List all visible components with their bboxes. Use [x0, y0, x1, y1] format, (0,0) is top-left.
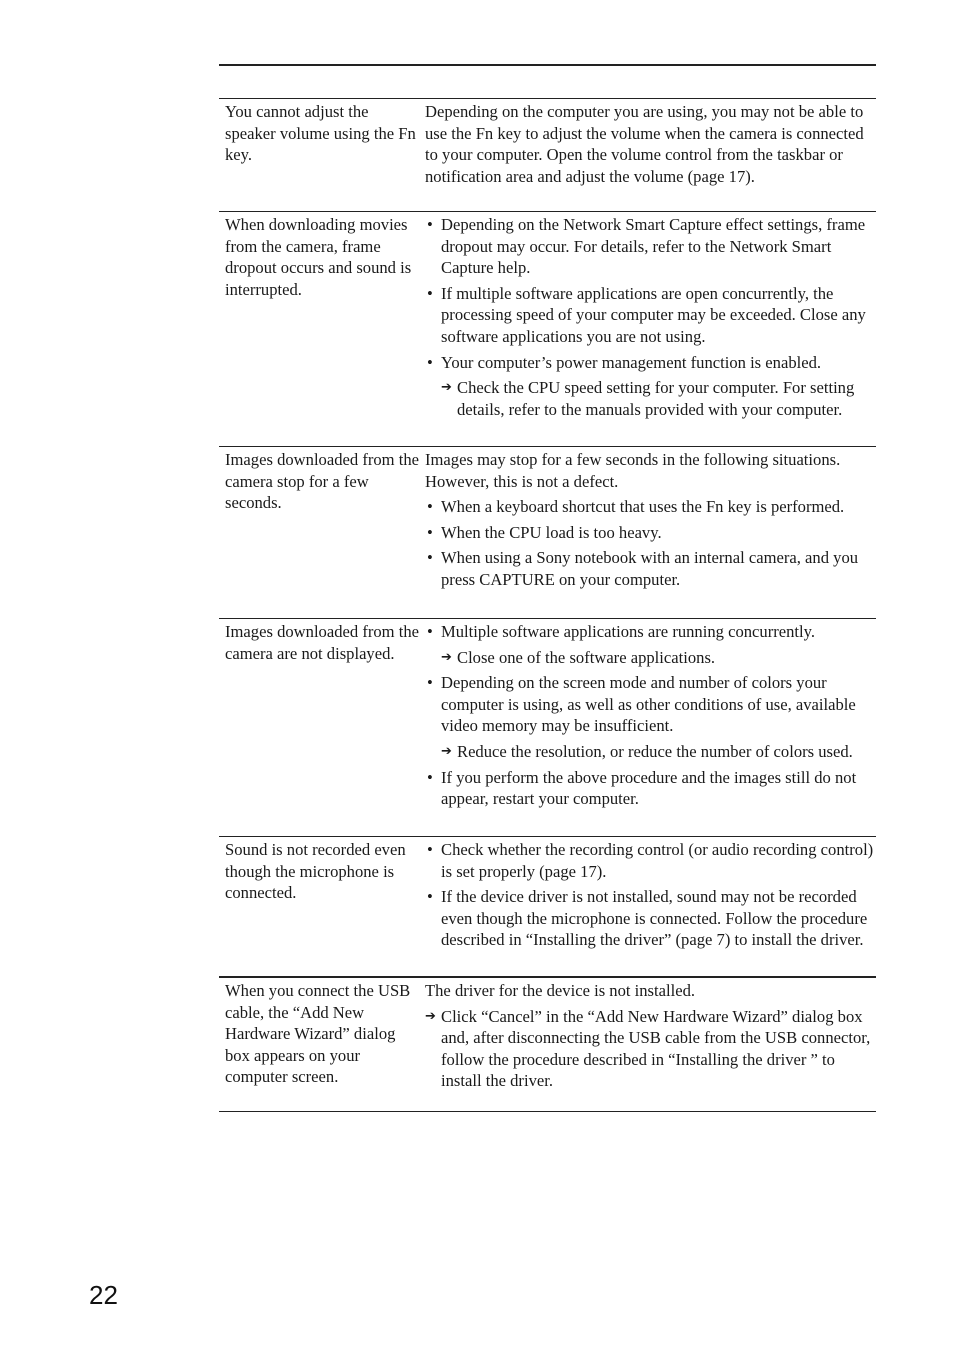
list-item: [425, 522, 876, 544]
remedy-text: Reduce the resolution, or reduce the number of colors used.: [457, 741, 853, 761]
table-row: [219, 99, 876, 212]
table-row: [219, 619, 876, 837]
bullet-icon: •: [427, 352, 433, 372]
bullet-icon: •: [427, 497, 433, 517]
table-row: [219, 212, 876, 447]
problem-cell: When downloading movies from the camera, frame dropout occurs and sound is interrupted.: [225, 215, 412, 299]
solution-cell: [425, 99, 876, 211]
solution-cell: [425, 212, 876, 446]
solution-cell: [425, 619, 876, 836]
remedy-item: [425, 647, 876, 669]
list-item: [425, 672, 876, 737]
solution-intro: Images may stop for a few seconds in the following situations. However, this is not a defect.: [425, 450, 841, 491]
problem-cell: When you connect the USB cable, the “Add New Hardware Wizard” dialog box appears on your computer screen.: [225, 981, 411, 1087]
bullet-icon: •: [427, 215, 433, 234]
list-item: [425, 621, 876, 643]
table-row: [219, 837, 876, 978]
arrow-right-icon: ➔: [441, 380, 452, 396]
page-number: 22: [89, 1280, 118, 1310]
problem-cell: Images downloaded from the camera stop for a few seconds.: [225, 450, 419, 513]
bullet-icon: •: [427, 840, 433, 859]
remedy-item: [425, 741, 876, 763]
list-item: [425, 767, 876, 810]
list-item: [425, 496, 876, 518]
bullet-icon: •: [427, 673, 433, 693]
list-item: [425, 214, 876, 279]
bullet-icon: •: [427, 767, 433, 787]
solution-cell: [425, 978, 876, 1111]
list-item-text: Depending on the Network Smart Capture effect settings, frame dropout may occur. For details, refer to the Network Smart Capture help.: [441, 215, 866, 278]
list-item: [425, 283, 876, 348]
list-item: [425, 886, 876, 951]
solution-intro: The driver for the device is not installed.: [425, 981, 696, 1000]
arrow-right-icon: ➔: [441, 649, 452, 665]
list-item-text: If the device driver is not installed, sound may not be recorded even though the microphone is connected. Follow the procedure described in “Installing the driver” (page 7) to install the driver.: [441, 887, 868, 950]
list-item-text: Depending on the screen mode and number of colors your computer is using, as well as other conditions of use, available video memory may be insufficient.: [441, 673, 856, 736]
list-item-text: If you perform the above procedure and the images still do not appear, restart your computer.: [441, 767, 857, 809]
arrow-right-icon: ➔: [425, 1008, 436, 1024]
troubleshooting-table: [219, 98, 876, 1112]
bullet-icon: •: [427, 887, 433, 907]
table-row: [219, 447, 876, 619]
list-item-text: When the CPU load is too heavy.: [441, 522, 662, 542]
list-item-text: When a keyboard shortcut that uses the Fn key is performed.: [441, 497, 845, 517]
remedy-item: [425, 377, 876, 420]
list-item: [425, 839, 876, 882]
list-item: [425, 547, 876, 590]
bullet-icon: •: [427, 548, 433, 568]
list-item: [425, 352, 876, 374]
solution-text: Depending on the computer you are using, you may not be able to use the Fn key to adjust the volume when the camera is connected to your computer. Open the volume control from the taskbar or notification area and adjust the volume (page 17).: [425, 102, 864, 186]
list-item-text: If multiple software applications are open concurrently, the processing speed of your computer may be exceeded. Close any software applications you are not using.: [441, 283, 866, 346]
list-item-text: Your computer’s power management function is enabled.: [441, 352, 822, 372]
bullet-icon: •: [427, 522, 433, 542]
list-item-text: When using a Sony notebook with an internal camera, and you press CAPTURE on your computer.: [441, 548, 859, 589]
problem-cell: Images downloaded from the camera are not displayed.: [225, 622, 419, 663]
header-rule: [219, 64, 876, 66]
bullet-icon: •: [427, 622, 433, 641]
remedy-text: Click “Cancel” in the “Add New Hardware Wizard” dialog box and, after disconnecting the USB cable from the USB connector, follow the procedure described in “Installing the driver ” to install the driver.: [441, 1006, 871, 1091]
arrow-right-icon: ➔: [441, 743, 452, 759]
remedy-text: Close one of the software applications.: [457, 647, 716, 667]
solution-cell: [425, 447, 876, 618]
remedy-text: Check the CPU speed setting for your computer. For setting details, refer to the manuals provided with your computer.: [457, 378, 855, 419]
solution-cell: [425, 837, 876, 976]
list-item-text: Check whether the recording control (or audio recording control) is set properly (page 17).: [441, 840, 874, 881]
table-row: [219, 978, 876, 1112]
bullet-icon: •: [427, 283, 433, 303]
problem-cell: You cannot adjust the speaker volume using the Fn key.: [225, 102, 416, 165]
list-item-text: Multiple software applications are running concurrently.: [441, 622, 816, 641]
remedy-item: [425, 1006, 876, 1092]
problem-cell: Sound is not recorded even though the microphone is connected.: [225, 840, 406, 903]
